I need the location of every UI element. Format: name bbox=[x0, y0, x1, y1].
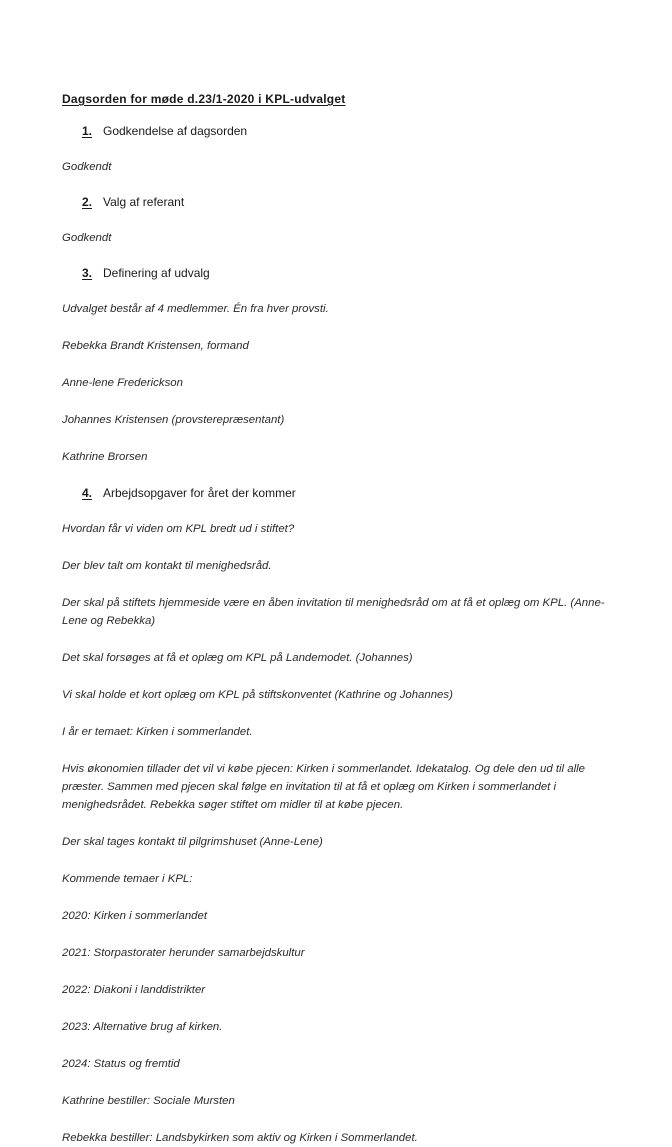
agenda-item-number: 1. bbox=[82, 124, 93, 139]
body-paragraph: 2020: Kirken i sommerlandet bbox=[62, 909, 207, 922]
agenda-item bbox=[62, 195, 610, 210]
body-paragraph: Der skal tages kontakt til pilgrimshuset (Anne-Lene) bbox=[62, 835, 323, 848]
page-title: Dagsorden for møde d.23/1-2020 i KPL-udvalget bbox=[62, 92, 346, 106]
agenda-item-label: Godkendelse af dagsorden bbox=[103, 124, 248, 139]
body-paragraph: 2024: Status og fremtid bbox=[62, 1057, 180, 1070]
body-paragraph: Godkendt bbox=[62, 232, 112, 245]
body-paragraph: Udvalget består af 4 medlemmer. Én fra hver provsti. bbox=[62, 303, 329, 316]
document-body bbox=[62, 92, 610, 1147]
body-paragraph: Det skal forsøges at få et oplæg om KPL på Landemodet. (Johannes) bbox=[62, 651, 413, 664]
body-paragraph: 2021: Storpastorater herunder samarbejdskultur bbox=[62, 946, 305, 959]
agenda-item-number: 3. bbox=[82, 266, 93, 281]
agenda-item-number: 2. bbox=[82, 195, 93, 210]
agenda-item-number: 4. bbox=[82, 485, 93, 500]
agenda-item-label: Definering af udvalg bbox=[103, 266, 210, 281]
body-paragraph: 2023: Alternative brug af kirken. bbox=[62, 1020, 223, 1033]
body-paragraph: Der skal på stiftets hjemmeside være en åben invitation til menighedsråd om at få et oplæg om KPL. (Anne-Lene og Rebekka) bbox=[62, 596, 605, 627]
body-paragraph: Rebekka Brandt Kristensen, formand bbox=[62, 340, 249, 353]
agenda-item-label: Arbejdsopgaver for året der kommer bbox=[103, 485, 296, 500]
body-paragraph: Kathrine Brorsen bbox=[62, 451, 148, 464]
agenda-item-label: Valg af referant bbox=[103, 195, 185, 210]
agenda-item bbox=[62, 266, 610, 281]
agenda-item bbox=[62, 124, 610, 139]
body-paragraph: Rebekka bestiller: Landsbykirken som aktiv og Kirken i Sommerlandet. bbox=[62, 1131, 418, 1144]
body-paragraph: Anne-lene Frederickson bbox=[62, 377, 183, 390]
body-paragraph: Hvis økonomien tillader det vil vi købe pjecen: Kirken i sommerlandet. Idekatalog. Og dele den ud til alle præster. Sammen med pjecen skal følge en invitation til at få et oplæg om Kirken i sommerlandet i menighedsrådet. Rebekka søger stiftet om midler til at købe pjecen. bbox=[62, 762, 585, 811]
body-paragraph: Johannes Kristensen (provsterepræsentant) bbox=[62, 414, 285, 427]
body-paragraph: Kathrine bestiller: Sociale Mursten bbox=[62, 1094, 235, 1107]
agenda-block-list bbox=[62, 124, 610, 1146]
body-paragraph: Kommende temaer i KPL: bbox=[62, 872, 193, 885]
body-paragraph: Hvordan får vi viden om KPL bredt ud i stiftet? bbox=[62, 522, 295, 535]
body-paragraph: 2022: Diakoni i landdistrikter bbox=[62, 983, 206, 996]
body-paragraph: Der blev talt om kontakt til menighedsråd. bbox=[62, 559, 272, 572]
agenda-item bbox=[62, 486, 610, 501]
body-paragraph: I år er temaet: Kirken i sommerlandet. bbox=[62, 725, 253, 738]
body-paragraph: Godkendt bbox=[62, 161, 112, 174]
body-paragraph: Vi skal holde et kort oplæg om KPL på stiftskonventet (Kathrine og Johannes) bbox=[62, 688, 453, 701]
